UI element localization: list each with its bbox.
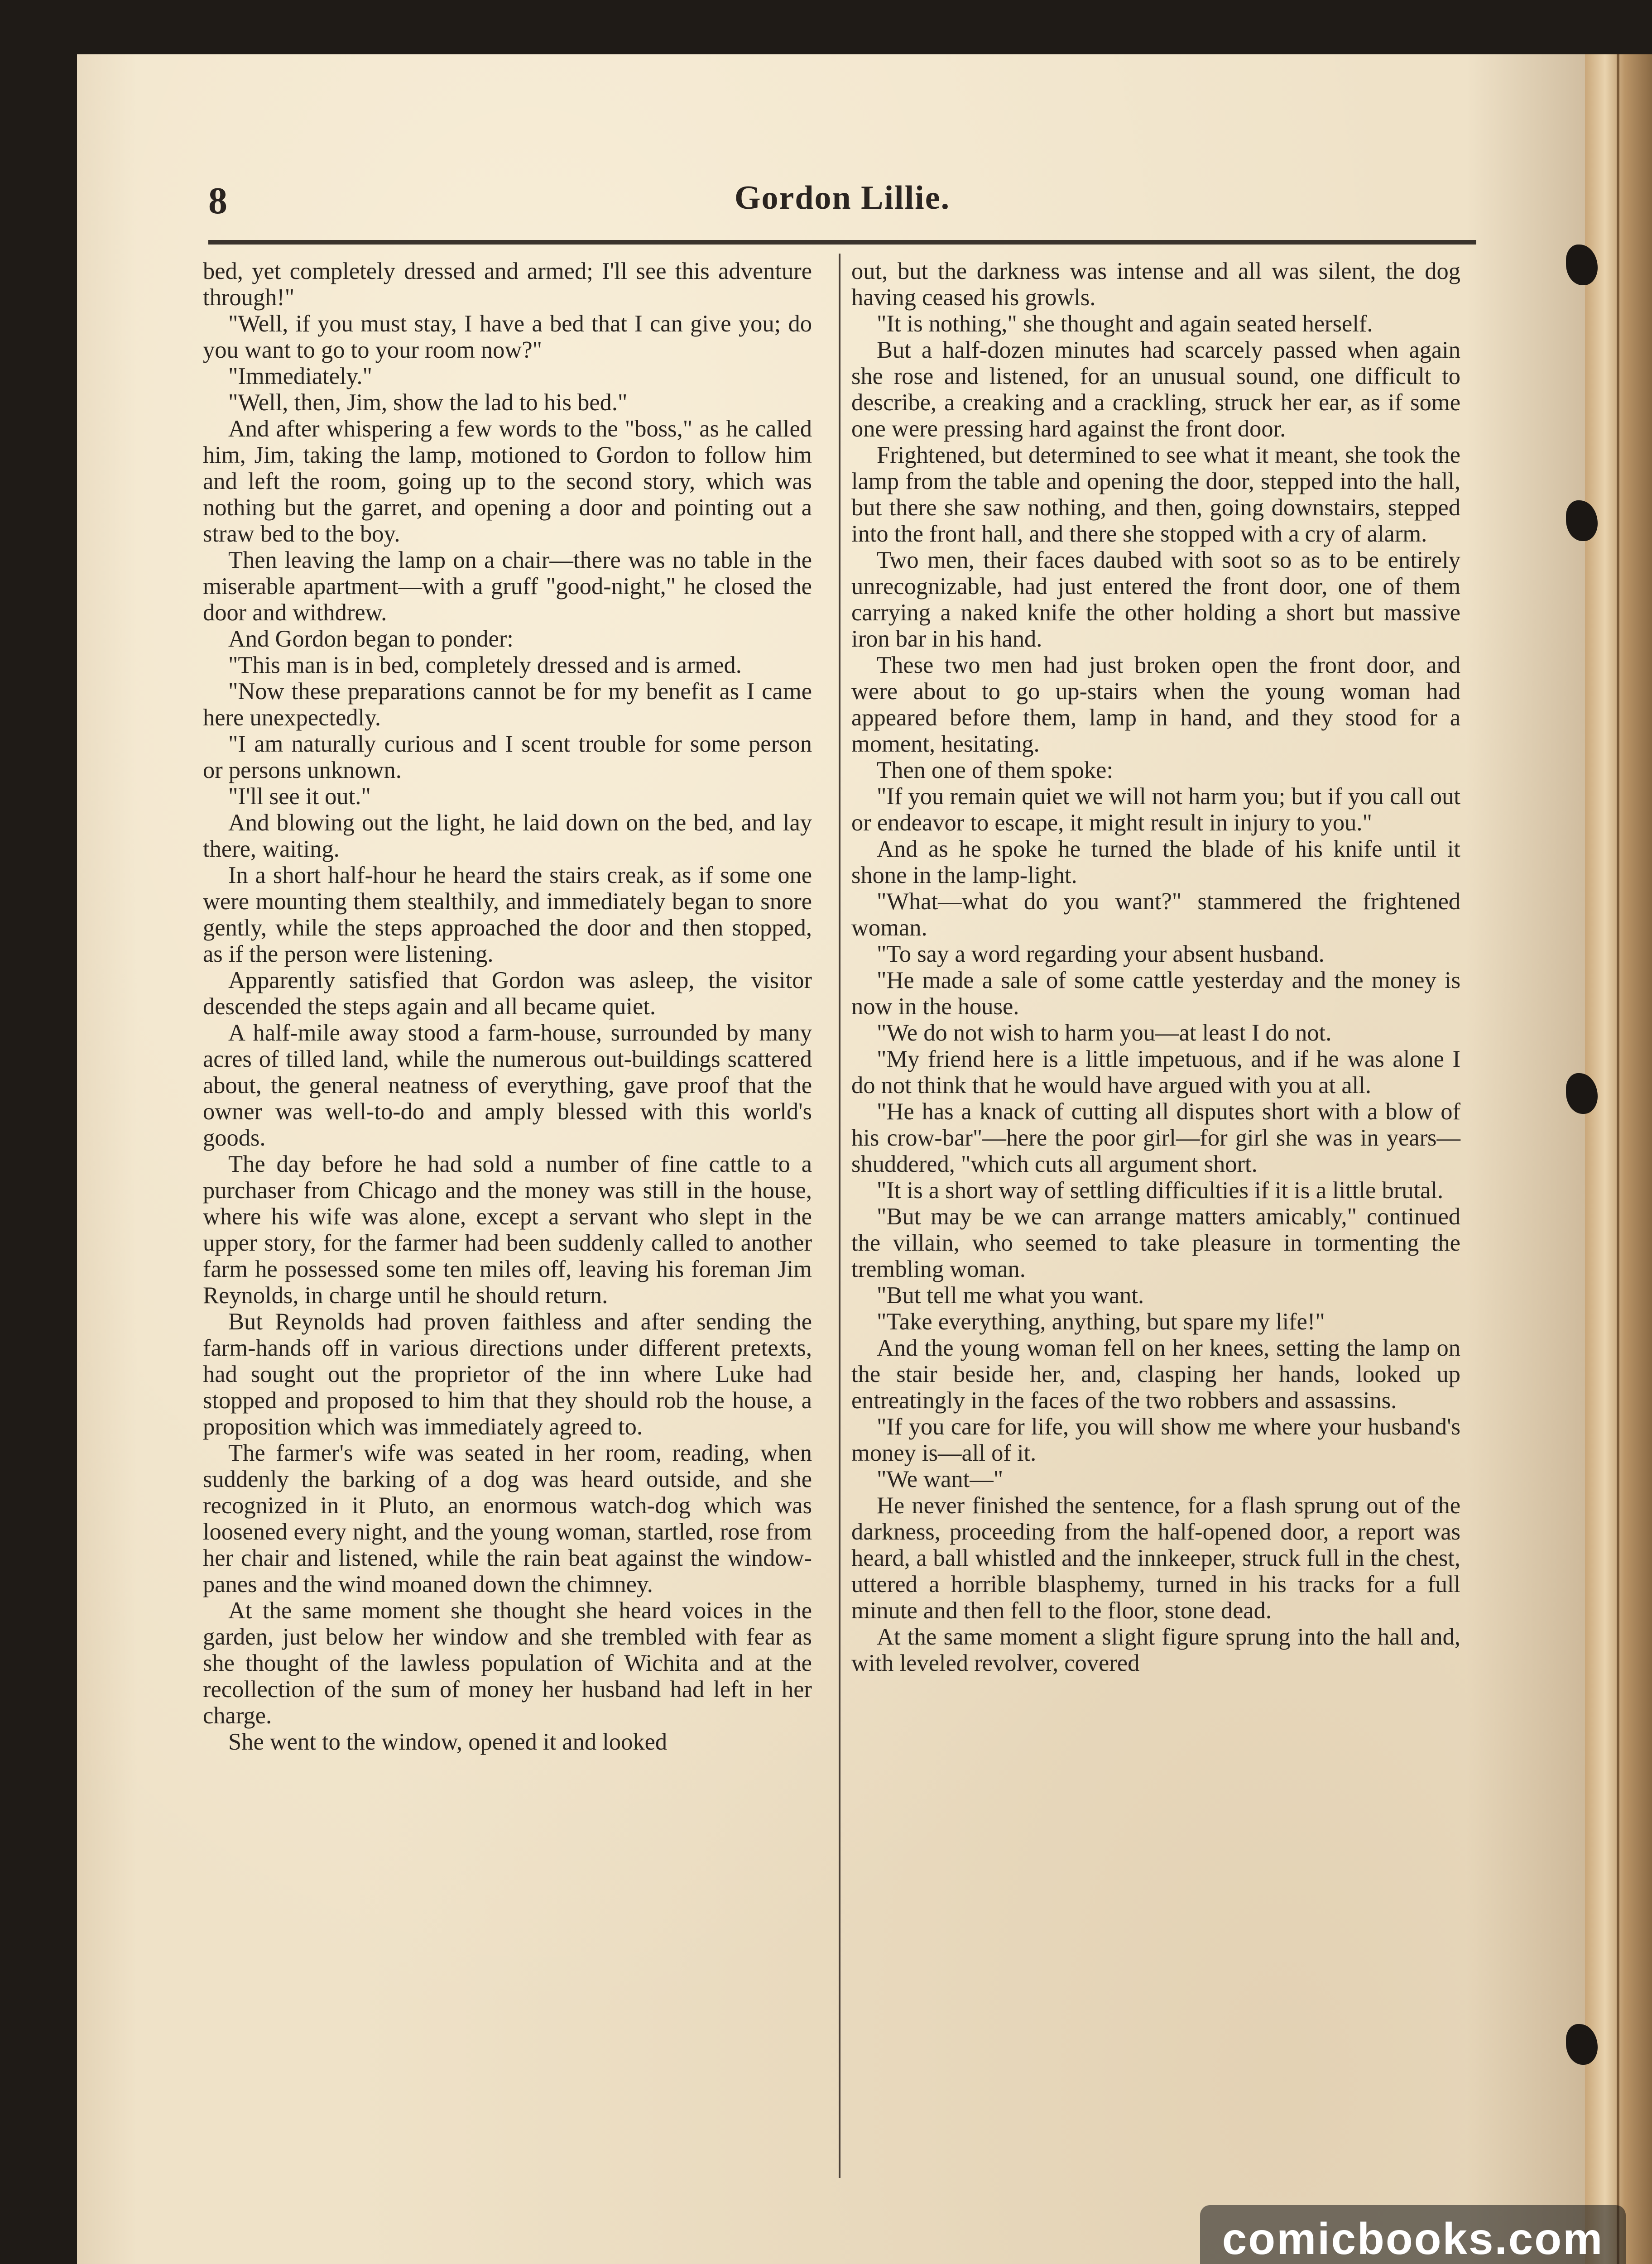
paragraph: A half-mile away stood a farm-house, surrounded by many acres of tilled land, while the numerous out-buildings scattered about, the general neatness of everything, gave proof that the owner was well-to-do and amply blessed with this world's goods. <box>203 1020 812 1151</box>
paragraph: And blowing out the light, he laid down on the bed, and lay there, waiting. <box>203 810 812 862</box>
paragraph: In a short half-hour he heard the stairs creak, as if some one were mounting them stealthily, and immediately began to snore gently, while the steps approached the door and then stopped, as if the person were listening. <box>203 862 812 967</box>
paragraph: And Gordon began to ponder: <box>228 626 514 652</box>
paragraph: "Well, then, Jim, show the lad to his bed." <box>228 389 628 416</box>
binding-crease <box>1617 54 1619 2264</box>
paragraph: These two men had just broken open the front door, and were about to go up-stairs when the young woman had appeared before them, lamp in hand, and they stood for a moment, hesitating. <box>851 652 1460 757</box>
paragraph: "Take everything, anything, but spare my life!" <box>877 1309 1325 1335</box>
paragraph: "Now these preparations cannot be for my benefit as I came here unexpectedly. <box>203 678 812 731</box>
paragraph: The farmer's wife was seated in her room, reading, when suddenly the barking of a dog was heard outside, and she recognized in it Pluto, an enormous watch-dog which was loosened every night, and the young woman, startled, rose from her chair and listened, while the rain beat against the window-panes and the wind moaned down the chimney. <box>203 1440 812 1597</box>
watermark-text: comicbooks.com <box>1222 2214 1604 2264</box>
page-number: 8 <box>208 180 227 222</box>
paragraph: "My friend here is a little impetuous, and if he was alone I do not think that he would have argued with you at all. <box>851 1046 1460 1098</box>
paragraph: At the same moment she thought she heard voices in the garden, just below her window and she trembled with fear as she thought of the lawless population of Wichita and at the recollection of the sum of money her husband had left in her charge. <box>203 1597 812 1729</box>
paragraph: "It is a short way of settling difficulties if it is a little brutal. <box>877 1177 1444 1204</box>
paragraph: "He has a knack of cutting all disputes short with a blow of his crow-bar"—here the poor girl—for girl she was in years—shuddered, "which cuts all argument short. <box>851 1098 1460 1177</box>
paragraph: "This man is in bed, completely dressed and is armed. <box>228 652 742 678</box>
paragraph: Two men, their faces daubed with soot so as to be entirely unrecognizable, had just entered the front door, one of them carrying a naked knife the other holding a short but massive iron bar in his hand. <box>851 547 1460 652</box>
running-title: Gordon Lillie. <box>734 179 951 216</box>
paragraph: "I'll see it out." <box>228 783 371 810</box>
left-text-column <box>203 258 812 2178</box>
page-header <box>208 179 1476 242</box>
paragraph: "If you care for life, you will show me where your husband's money is—all of it. <box>851 1414 1460 1466</box>
paragraph: "It is nothing," she thought and again seated herself. <box>877 311 1373 337</box>
paragraph: She went to the window, opened it and looked <box>228 1729 668 1755</box>
paragraph: And after whispering a few words to the "boss," as he called him, Jim, taking the lamp, motioned to Gordon to follow him and left the room, going up to the second story, which was nothing but the garret, and opening a door and pointing out a straw bed to the boy. <box>203 416 812 547</box>
paragraph: out, but the darkness was intense and all was silent, the dog having ceased his growls. <box>851 258 1460 311</box>
column-divider <box>839 254 840 2178</box>
right-text-column <box>851 258 1460 2178</box>
paragraph: bed, yet completely dressed and armed; I'll see this adventure through!" <box>203 258 812 311</box>
paragraph: And the young woman fell on her knees, setting the lamp on the stair beside her, and, clasping her hands, looked up entreatingly in the faces of the two robbers and assassins. <box>851 1335 1460 1414</box>
paragraph: "We do not wish to harm you—at least I do not. <box>877 1020 1332 1046</box>
paragraph: The day before he had sold a number of fine cattle to a purchaser from Chicago and the money was still in the house, where his wife was alone, except a servant who slept in the upper story, for the farmer had been suddenly called to another farm he possessed some ten miles off, leaving his foreman Jim Reynolds, in charge until he should return. <box>203 1151 812 1309</box>
watermark <box>1200 2205 1626 2264</box>
paragraph: "Well, if you must stay, I have a bed that I can give you; do you want to go to your room now?" <box>203 311 812 363</box>
paragraph: "He made a sale of some cattle yesterday and the money is now in the house. <box>851 967 1460 1020</box>
paragraph: But Reynolds had proven faithless and after sending the farm-hands off in various directions under different pretexts, had sought out the proprietor of the inn where Luke had stopped and proposed to him that they should rob the house, a proposition which was immediately agreed to. <box>203 1309 812 1440</box>
paragraph: "But may be we can arrange matters amicably," continued the villain, who seemed to take pleasure in tormenting the trembling woman. <box>851 1204 1460 1282</box>
paragraph: Then leaving the lamp on a chair—there was no table in the miserable apartment—with a gruff "good-night," he closed the door and withdrew. <box>203 547 812 626</box>
paragraph: "I am naturally curious and I scent trouble for some person or persons unknown. <box>203 731 812 783</box>
paragraph: He never finished the sentence, for a flash sprung out of the darkness, proceeding from the half-opened door, a report was heard, a ball whistled and the innkeeper, struck full in the chest, uttered a horrible blasphemy, turned in his tracks for a full minute and then fell to the floor, stone dead. <box>851 1492 1460 1624</box>
paragraph: Then one of them spoke: <box>877 757 1113 783</box>
paragraph: "Immediately." <box>228 363 372 389</box>
paragraph: "But tell me what you want. <box>877 1282 1144 1309</box>
paragraph: "We want—" <box>877 1466 1004 1492</box>
paragraph: "What—what do you want?" stammered the frightened woman. <box>851 888 1460 941</box>
paragraph: "To say a word regarding your absent husband. <box>877 941 1325 967</box>
paragraph: But a half-dozen minutes had scarcely passed when again she rose and listened, for an unusual sound, one difficult to describe, a creaking and a crackling, struck her ear, as if some one were pressing hard against the front door. <box>851 337 1460 442</box>
paragraph: Frightened, but determined to see what it meant, she took the lamp from the table and opening the door, stepped into the hall, but there she saw nothing, and then, going downstairs, stepped into the front hall, and there she stopped with a cry of alarm. <box>851 442 1460 547</box>
paragraph: At the same moment a slight figure sprung into the hall and, with leveled revolver, covered <box>851 1624 1460 1676</box>
paragraph: And as he spoke he turned the blade of his knife until it shone in the lamp-light. <box>851 836 1460 888</box>
paragraph: "If you remain quiet we will not harm you; but if you call out or endeavor to escape, it might result in injury to you." <box>851 783 1460 836</box>
header-rule <box>208 240 1476 245</box>
paragraph: Apparently satisfied that Gordon was asleep, the visitor descended the steps again and all became quiet. <box>203 967 812 1020</box>
